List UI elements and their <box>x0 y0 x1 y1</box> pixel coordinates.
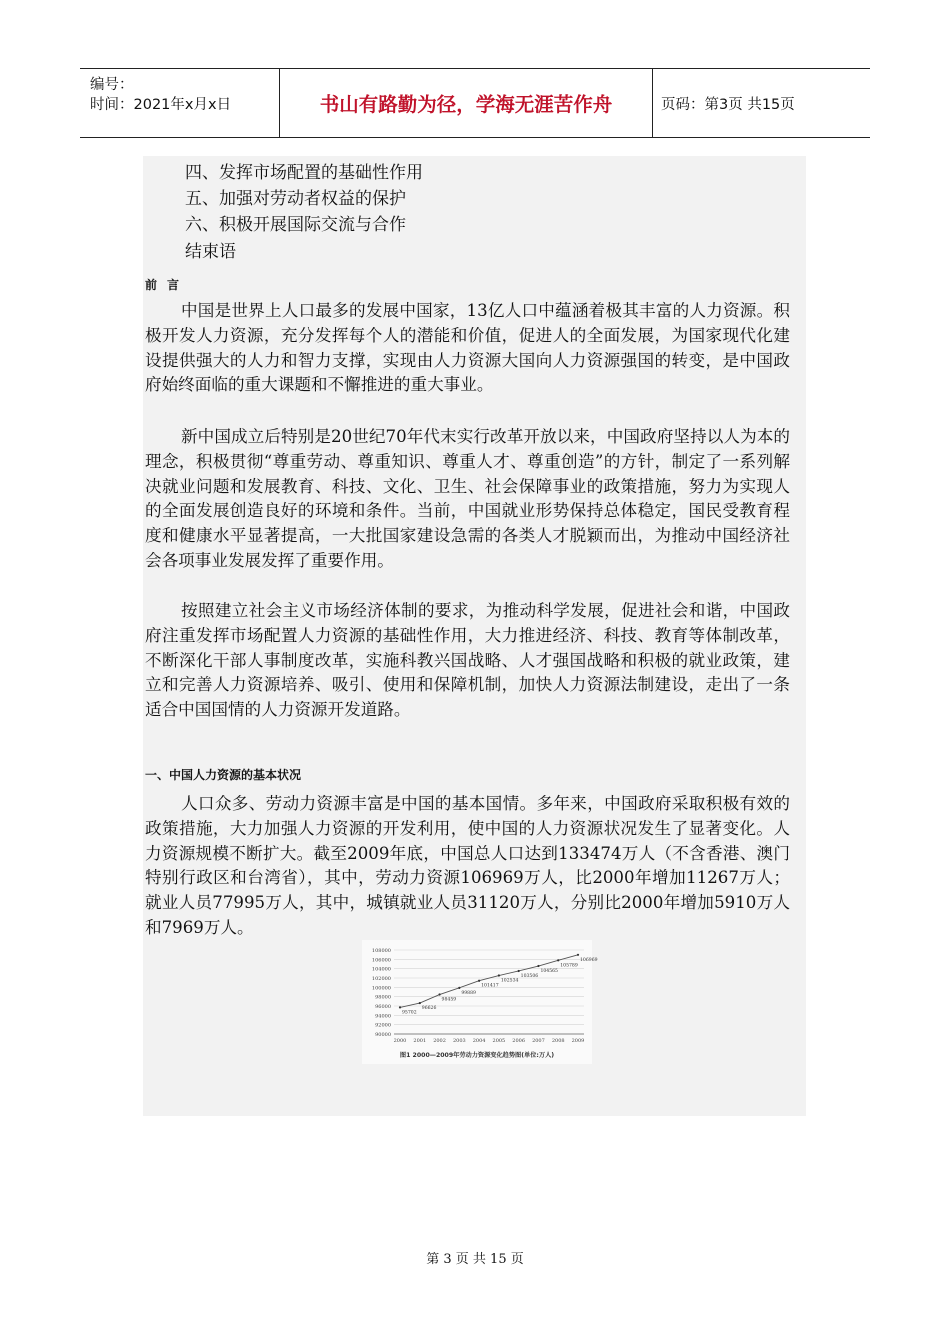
y-tick-label: 104000 <box>371 966 391 973</box>
section-heading: 一、中国人力资源的基本状况 <box>145 768 302 782</box>
toc-item: 四、发挥市场配置的基础性作用 <box>185 163 423 183</box>
data-label: 96626 <box>421 1006 437 1012</box>
y-tick-label: 100000 <box>371 985 391 992</box>
x-tick-label: 2008 <box>551 1038 565 1044</box>
x-tick-label: 2000 <box>393 1038 407 1044</box>
x-tick-label: 2001 <box>413 1038 427 1044</box>
toc-item: 五、加强对劳动者权益的保护 <box>185 189 406 210</box>
chart-caption: 图1 2000—2009年劳动力资源变化趋势图(单位:万人) <box>399 1052 555 1059</box>
toc-item: 六、积极开展国际交流与合作 <box>185 215 406 236</box>
data-point <box>438 993 440 995</box>
header-page-info: 页码：第3页 共15页 <box>661 96 795 113</box>
header-table <box>80 68 870 138</box>
data-point <box>458 987 460 989</box>
page-footer: 第 3 页 共 15 页 <box>426 1252 524 1267</box>
data-label: 98459 <box>441 997 457 1003</box>
paragraph: 中国是世界上人口最多的发展中国家，13亿人口中蕴涵着极其丰富的人力资源。积极开发人力资源，充分发挥每个人的潜能和价值，促进人的全面发展，为国家现代化建设提供强大的人力和智力支撑，实现由人力资源大国向人力资源强国的转变，是中国政府始终面临的重大课题和不懈推进的重大事业。 <box>145 301 790 395</box>
data-point <box>557 959 559 961</box>
series-line <box>400 955 578 1008</box>
x-tick-label: 2002 <box>433 1038 446 1044</box>
y-tick-label: 108000 <box>371 948 391 954</box>
data-point <box>498 974 500 976</box>
data-label: 101417 <box>481 983 499 989</box>
chart-plot <box>362 940 598 1050</box>
y-tick-label: 92000 <box>375 1022 391 1029</box>
x-tick-label: 2007 <box>532 1038 545 1044</box>
data-point <box>518 970 520 972</box>
y-tick-label: 106000 <box>371 957 391 964</box>
y-tick-label: 102000 <box>371 976 391 982</box>
data-point <box>399 1006 401 1008</box>
y-tick-label: 90000 <box>375 1032 391 1038</box>
header-motto: 书山有路勤为径，学海无涯苦作舟 <box>280 69 653 137</box>
y-tick-label: 98000 <box>375 994 391 1001</box>
x-tick-label: 2004 <box>472 1038 486 1044</box>
number-label: 编号： <box>90 77 134 93</box>
data-point <box>577 954 579 956</box>
data-label: 95702 <box>402 1010 417 1016</box>
data-label: 99889 <box>461 990 476 996</box>
x-tick-label: 2003 <box>452 1038 466 1044</box>
data-label: 103506 <box>520 973 539 979</box>
x-tick-label: 2009 <box>571 1038 585 1044</box>
time-label: 时间：2021年x月x日 <box>90 97 232 113</box>
data-label: 102534 <box>500 978 519 984</box>
table-of-contents <box>185 160 423 265</box>
foreword-heading: 前言 <box>145 278 190 292</box>
data-label: 105789 <box>560 963 578 969</box>
header-meta <box>80 69 280 137</box>
labor-trend-chart <box>362 940 598 1064</box>
data-point <box>537 965 539 967</box>
x-tick-label: 2006 <box>512 1038 526 1044</box>
x-tick-label: 2005 <box>492 1038 506 1044</box>
data-point <box>419 1002 421 1004</box>
data-label: 104565 <box>540 969 558 975</box>
data-point <box>478 980 480 982</box>
paragraph: 新中国成立后特别是20世纪70年代末实行改革开放以来，中国政府坚持以人为本的理念，积极贯彻“尊重劳动、尊重知识、尊重人才、尊重创造”的方针，制定了一系列解决就业问题和发展教育、科技、文化、卫生、社会保障事业的政策措施，努力为实现人的全面发展创造良好的环境和条件。当前，中国就业形势保持总体稳定，国民受教育程度和健康水平显著提高，一大批国家建设急需的各类人才脱颖而出，为推动中国经济社会各项事业发展发挥了重要作用。 <box>145 427 790 570</box>
paragraph: 按照建立社会主义市场经济体制的要求，为推动科学发展，促进社会和谐，中国政府注重发挥市场配置人力资源的基础性作用，大力推进经济、科技、教育等体制改革，不断深化干部人事制度改革，实施科教兴国战略、人才强国战略和积极的就业政策，建立和完善人力资源培养、吸引、使用和保障机制，加快人力资源法制建设，走出了一条适合中国国情的人力资源开发道路。 <box>145 601 790 720</box>
toc-item: 结束语 <box>185 241 236 262</box>
page-content <box>143 156 806 1116</box>
y-tick-label: 96000 <box>375 1004 391 1010</box>
paragraph: 人口众多、劳动力资源丰富是中国的基本国情。多年来，中国政府采取积极有效的政策措施，大力加强人力资源的开发利用，使中国的人力资源状况发生了显著变化。人力资源规模不断扩大。截至2009年底，中国总人口达到133474万人（不含香港、澳门特别行政区和台湾省），其中，劳动力资源106969万人，比2000年增加11267万人；就业人员77995万人，其中，城镇就业人员31120万人，分别比2000年增加5910万人和7969万人。 <box>145 794 790 937</box>
data-label: 106969 <box>580 957 598 963</box>
y-tick-label: 94000 <box>375 1013 391 1020</box>
